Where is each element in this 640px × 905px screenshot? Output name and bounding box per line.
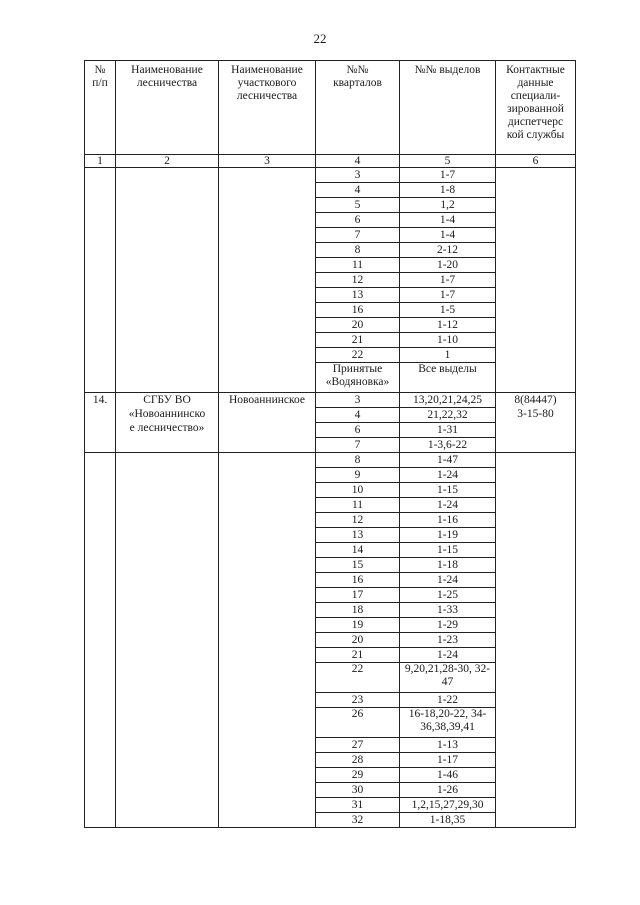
header-line: данные bbox=[517, 77, 554, 89]
blank-district-cell bbox=[219, 168, 316, 393]
quarter-cell: 27 bbox=[316, 738, 400, 753]
column-header-6 bbox=[496, 61, 576, 155]
blank-number-cell bbox=[85, 168, 116, 393]
header-line: участкового bbox=[237, 77, 297, 89]
blank-forestry-cell bbox=[116, 453, 219, 828]
allotment-cell: 1-7 bbox=[400, 168, 496, 183]
quarter-cell: 16 bbox=[316, 573, 400, 588]
allotment-cell: 2-12 bbox=[400, 243, 496, 258]
table-row bbox=[85, 393, 576, 408]
quarter-cell: 12 bbox=[316, 513, 400, 528]
quarter-cell: 19 bbox=[316, 618, 400, 633]
quarter-cell: 22 bbox=[316, 663, 400, 693]
quarter-cell: Принятые «Водяновка» bbox=[316, 363, 400, 393]
quarter-cell: 16 bbox=[316, 303, 400, 318]
quarter-cell: 20 bbox=[316, 318, 400, 333]
header-line: п/п bbox=[92, 77, 108, 89]
allotment-cell: 1-15 bbox=[400, 543, 496, 558]
page-number: 22 bbox=[313, 31, 327, 46]
column-header-5 bbox=[400, 61, 496, 155]
contact-phone bbox=[496, 393, 576, 453]
quarter-cell: 22 bbox=[316, 348, 400, 363]
quarter-cell: 18 bbox=[316, 603, 400, 618]
quarter-cell: 8 bbox=[316, 453, 400, 468]
allotment-cell: 1,2,15,27,29,30 bbox=[400, 798, 496, 813]
quarter-cell: 28 bbox=[316, 753, 400, 768]
allotment-cell: 1-7 bbox=[400, 273, 496, 288]
column-number-4: 4 bbox=[316, 155, 400, 168]
allotment-cell: 1-22 bbox=[400, 693, 496, 708]
header-line: №№ выделов bbox=[414, 64, 481, 76]
quarter-cell: 31 bbox=[316, 798, 400, 813]
allotment-cell: 1-7 bbox=[400, 288, 496, 303]
forestry-name-line: «Новоаннинско bbox=[128, 408, 206, 420]
allotment-cell: 1-3,6-22 bbox=[400, 438, 496, 453]
allotment-cell: 1-31 bbox=[400, 423, 496, 438]
quarter-cell: 5 bbox=[316, 198, 400, 213]
allotment-cell: 21,22,32 bbox=[400, 408, 496, 423]
allotment-cell: 1-24 bbox=[400, 468, 496, 483]
allotment-cell: 1,2 bbox=[400, 198, 496, 213]
allotment-cell: 1 bbox=[400, 348, 496, 363]
quarter-cell: 6 bbox=[316, 213, 400, 228]
quarter-cell: 32 bbox=[316, 813, 400, 828]
column-number-2: 2 bbox=[116, 155, 219, 168]
column-header-2 bbox=[116, 61, 219, 155]
allotment-cell: 1-5 bbox=[400, 303, 496, 318]
header-line: зированной bbox=[507, 103, 564, 115]
quarter-cell: 13 bbox=[316, 528, 400, 543]
column-number-1: 1 bbox=[85, 155, 116, 168]
allotment-cell: 1-13 bbox=[400, 738, 496, 753]
column-number-3: 3 bbox=[219, 155, 316, 168]
quarter-cell: 3 bbox=[316, 168, 400, 183]
allotment-cell: 1-29 bbox=[400, 618, 496, 633]
allotment-cell: 1-19 bbox=[400, 528, 496, 543]
allotment-cell: 13,20,21,24,25 bbox=[400, 393, 496, 408]
allotment-cell: 1-10 bbox=[400, 333, 496, 348]
allotment-cell: 1-23 bbox=[400, 633, 496, 648]
header-line: № bbox=[94, 64, 106, 76]
contact-line: 3-15-80 bbox=[517, 408, 554, 420]
allotment-cell: 1-25 bbox=[400, 588, 496, 603]
allotment-cell: 1-16 bbox=[400, 513, 496, 528]
allotment-cell: 1-46 bbox=[400, 768, 496, 783]
forestry-name-line: е лесничество» bbox=[129, 422, 205, 434]
allotment-cell: 1-33 bbox=[400, 603, 496, 618]
allotment-cell: 1-4 bbox=[400, 213, 496, 228]
allotment-cell: 1-26 bbox=[400, 783, 496, 798]
quarter-cell: 21 bbox=[316, 648, 400, 663]
quarter-cell: 29 bbox=[316, 768, 400, 783]
quarter-cell: 14 bbox=[316, 543, 400, 558]
allotment-cell: 1-18 bbox=[400, 558, 496, 573]
column-header-1 bbox=[85, 61, 116, 155]
table-row bbox=[85, 453, 576, 468]
forestry-name bbox=[116, 393, 219, 453]
quarter-cell: 10 bbox=[316, 483, 400, 498]
quarter-cell: 7 bbox=[316, 438, 400, 453]
header-line: кой службы bbox=[506, 129, 565, 141]
header-line: специали- bbox=[510, 90, 561, 102]
column-header-3 bbox=[219, 61, 316, 155]
quarter-cell: 13 bbox=[316, 288, 400, 303]
header-line: Наименование bbox=[231, 64, 303, 76]
quarter-cell: 17 bbox=[316, 588, 400, 603]
quarter-cell: 4 bbox=[316, 183, 400, 198]
forestry-name-line: СГБУ ВО bbox=[143, 394, 191, 406]
allotment-cell: 1-4 bbox=[400, 228, 496, 243]
contact-line: 8(84447) bbox=[514, 394, 557, 406]
blank-number-cell bbox=[85, 453, 116, 828]
quarter-cell: 15 bbox=[316, 558, 400, 573]
blank-forestry-cell bbox=[116, 168, 219, 393]
blank-district-cell bbox=[219, 453, 316, 828]
quarter-cell: 11 bbox=[316, 498, 400, 513]
allotment-cell: 1-8 bbox=[400, 183, 496, 198]
header-line: диспетчерс bbox=[507, 116, 564, 128]
allotment-cell: Все выделы bbox=[400, 363, 496, 393]
header-line: Наименование bbox=[131, 64, 203, 76]
quarter-cell: 11 bbox=[316, 258, 400, 273]
allotment-cell: 1-18,35 bbox=[400, 813, 496, 828]
quarter-cell: 4 bbox=[316, 408, 400, 423]
table-row bbox=[85, 168, 576, 183]
blank-contact-cell bbox=[496, 168, 576, 393]
district-name: Новоаннинское bbox=[219, 393, 316, 453]
quarter-cell: 3 bbox=[316, 393, 400, 408]
quarter-cell: 8 bbox=[316, 243, 400, 258]
quarter-cell: 21 bbox=[316, 333, 400, 348]
allotment-cell: 1-24 bbox=[400, 648, 496, 663]
quarter-cell: 23 bbox=[316, 693, 400, 708]
entry-number: 14. bbox=[85, 393, 116, 453]
allotment-cell: 16-18,20-22, 34-36,38,39,41 bbox=[400, 708, 496, 738]
header-line: кварталов bbox=[333, 77, 382, 89]
blank-contact-cell bbox=[496, 453, 576, 828]
header-line: №№ bbox=[346, 64, 369, 76]
column-number-5: 5 bbox=[400, 155, 496, 168]
allotment-cell: 9,20,21,28-30, 32-47 bbox=[400, 663, 496, 693]
column-number-6: 6 bbox=[496, 155, 576, 168]
forestry-table bbox=[84, 60, 576, 828]
quarter-cell: 20 bbox=[316, 633, 400, 648]
quarter-cell: 7 bbox=[316, 228, 400, 243]
quarter-cell: 26 bbox=[316, 708, 400, 738]
header-line: Контактные bbox=[506, 64, 565, 76]
allotment-cell: 1-47 bbox=[400, 453, 496, 468]
allotment-cell: 1-24 bbox=[400, 498, 496, 513]
allotment-cell: 1-12 bbox=[400, 318, 496, 333]
header-line: лесничества bbox=[136, 77, 198, 89]
allotment-cell: 1-17 bbox=[400, 753, 496, 768]
quarter-cell: 6 bbox=[316, 423, 400, 438]
column-header-4 bbox=[316, 61, 400, 155]
quarter-cell: 9 bbox=[316, 468, 400, 483]
allotment-cell: 1-24 bbox=[400, 573, 496, 588]
allotment-cell: 1-20 bbox=[400, 258, 496, 273]
header-line: лесничества bbox=[236, 90, 298, 102]
quarter-cell: 30 bbox=[316, 783, 400, 798]
quarter-cell: 12 bbox=[316, 273, 400, 288]
allotment-cell: 1-15 bbox=[400, 483, 496, 498]
